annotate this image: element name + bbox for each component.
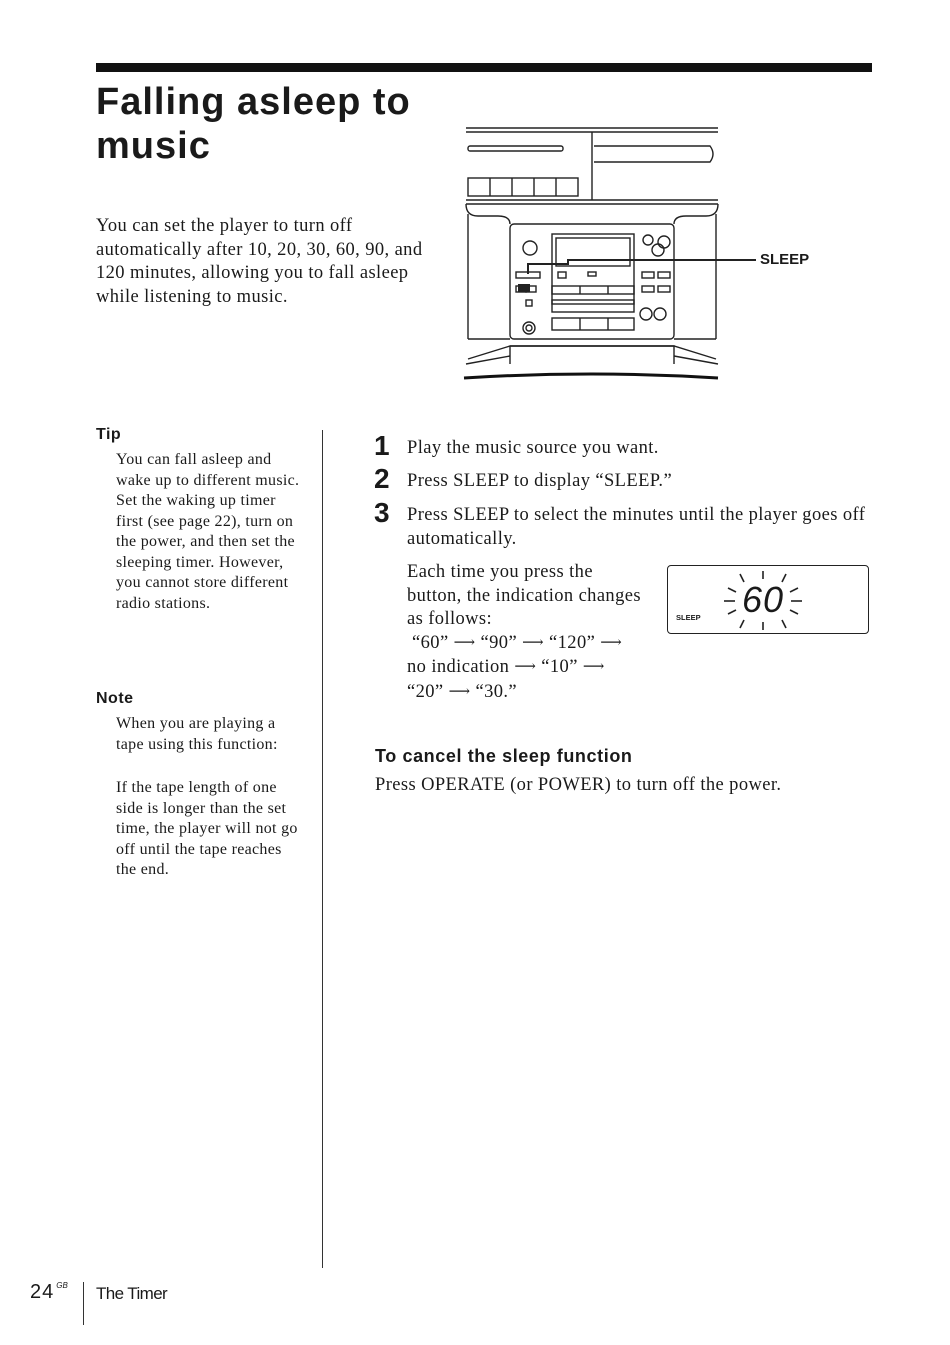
sequence-item: “20” [407, 681, 444, 702]
indication-sequence [407, 561, 647, 705]
tip-body: You can fall asleep and wake up to different music. Set the waking up timer first (see page 22), turn on the power, and then set the sleeping timer. However, you cannot store different radio stations. [116, 451, 300, 612]
page-number-value: 24 [30, 1281, 55, 1303]
section-name: The Timer [96, 1284, 168, 1303]
footer-divider [83, 1282, 84, 1325]
note-body: If the tape length of one side is longer than the set time, the player will not go off until the tape reaches the end. [116, 779, 298, 878]
column-divider [322, 430, 323, 1268]
note-body: When you are playing a tape using this function: [116, 715, 278, 753]
lcd-sleep-label: SLEEP [676, 613, 701, 622]
arrow-right-icon: ⟶ [582, 659, 605, 675]
cancel-heading: To cancel the sleep function [375, 746, 633, 766]
player-illustration [462, 124, 762, 386]
page-number [30, 1281, 68, 1304]
lcd-display [667, 565, 869, 634]
sequence-item: no indication [407, 657, 510, 677]
step-text: Press SLEEP to select the minutes until the player goes off automatically. [407, 505, 866, 549]
tip-heading: Tip [96, 426, 122, 443]
sequence-intro: Each time you press the button, the indication changes as follows: [407, 562, 641, 629]
sequence-item: “10” [541, 657, 578, 677]
arrow-right-icon: ⟶ [600, 634, 623, 651]
arrow-right-icon: ⟶ [448, 683, 471, 700]
intro-paragraph: You can set the player to turn off automatically after 10, 20, 30, 60, 90, and 120 minutes, allowing you to fall asleep while listening to music. [96, 216, 423, 307]
top-rule [96, 63, 872, 72]
arrow-right-icon: ⟶ [514, 659, 537, 675]
sequence-item: “120” [549, 632, 596, 653]
step-number: 2 [374, 463, 390, 494]
page-title: Falling asleep to music [96, 81, 411, 167]
sequence-item: “90” [480, 632, 518, 653]
sleep-callout-label: SLEEP [760, 251, 810, 268]
sequence-item: “30.” [475, 681, 518, 702]
arrow-right-icon: ⟶ [522, 634, 544, 651]
page-suffix: GB [56, 1281, 68, 1290]
cancel-text: Press OPERATE (or POWER) to turn off the power. [375, 775, 782, 795]
step-number: 3 [374, 497, 390, 528]
sequence-item: “60” [412, 632, 449, 653]
arrow-right-icon: ⟶ [453, 634, 476, 651]
step-text: Play the music source you want. [407, 438, 659, 458]
lcd-minutes: 60 [742, 579, 785, 620]
step-number: 1 [374, 430, 390, 461]
step-text: Press SLEEP to display “SLEEP.” [407, 471, 673, 491]
note-heading: Note [96, 690, 134, 707]
